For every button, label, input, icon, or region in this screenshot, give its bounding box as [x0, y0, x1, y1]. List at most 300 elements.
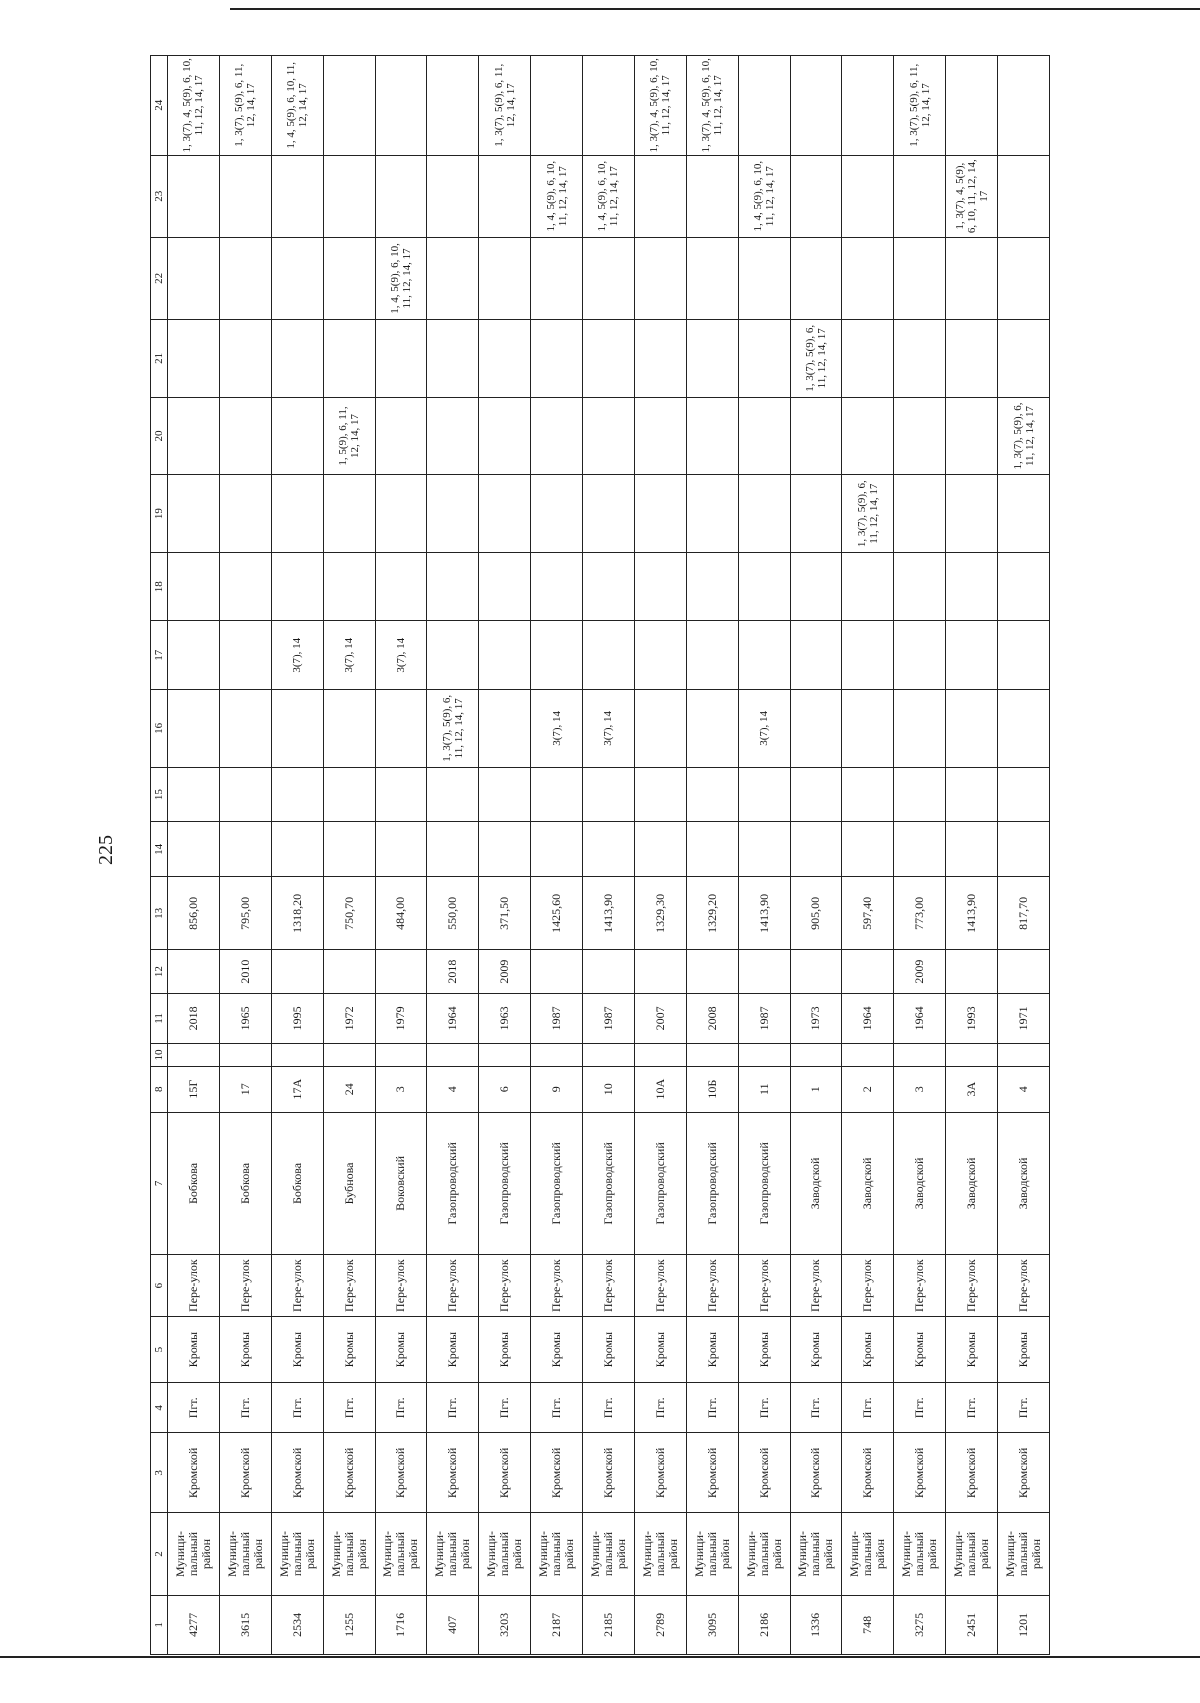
table-cell: 1, 3(7), 4, 5(9), 6, 10, 11, 12, 14, 17 [686, 56, 738, 156]
table-cell [790, 397, 842, 475]
top-rule [230, 8, 1200, 10]
table-cell [479, 552, 531, 621]
table-cell [479, 690, 531, 768]
table-cell: 1716 [375, 1595, 427, 1654]
table-cell [946, 475, 998, 553]
table-cell [479, 475, 531, 553]
table-cell: 1, 3(7), 5(9), 6, 11, 12, 14, 17 [427, 690, 479, 768]
column-header: 6 [151, 1255, 168, 1317]
table-cell [998, 155, 1050, 237]
table-cell: Пгт. [790, 1383, 842, 1433]
table-cell: 3(7), 14 [323, 621, 375, 690]
table-cell: Кромской [323, 1433, 375, 1513]
table-cell [634, 767, 686, 822]
register-table [150, 55, 1050, 1655]
table-cell: Муници-пальный район [738, 1513, 790, 1595]
table-cell: 2009 [479, 950, 531, 993]
table-cell: Муници-пальный район [427, 1513, 479, 1595]
table-cell: Муници-пальный район [790, 1513, 842, 1595]
table-cell [375, 767, 427, 822]
table-cell: 3275 [894, 1595, 946, 1654]
table-cell [479, 397, 531, 475]
table-cell [842, 237, 894, 319]
table-cell [842, 767, 894, 822]
table-cell [375, 690, 427, 768]
table-cell: Кромы [738, 1316, 790, 1382]
table-cell: 1, 3(7), 5(9), 6, 11, 12, 14, 17 [790, 320, 842, 398]
table-cell: Пере-улок [946, 1255, 998, 1317]
table-cell [219, 1044, 271, 1067]
table-cell [479, 320, 531, 398]
table-cell: Муници-пальный район [634, 1513, 686, 1595]
table-cell: Муници-пальный район [998, 1513, 1050, 1595]
table-row [375, 56, 427, 1655]
table-cell [271, 767, 323, 822]
table-cell: 1, 3(7), 4, 5(9), 6, 10, 11, 12, 14, 17 [634, 56, 686, 156]
table-cell [738, 1044, 790, 1067]
table-cell: Кромы [894, 1316, 946, 1382]
table-cell: 2007 [634, 993, 686, 1043]
table-row [168, 56, 220, 1655]
table-cell: 3(7), 14 [583, 690, 635, 768]
table-cell: Бобкова [219, 1112, 271, 1255]
table-cell: 1, 4, 5(9), 6, 10, 11, 12, 14, 17 [738, 155, 790, 237]
table-cell: Кромской [842, 1433, 894, 1513]
table-cell [946, 237, 998, 319]
table-cell: 748 [842, 1595, 894, 1654]
table-cell: 1965 [219, 993, 271, 1043]
table-cell [323, 822, 375, 877]
column-header: 7 [151, 1112, 168, 1255]
table-cell [583, 621, 635, 690]
table-cell [998, 950, 1050, 993]
table-cell: Пгт. [531, 1383, 583, 1433]
table-cell: 856,00 [168, 877, 220, 950]
table-cell [427, 621, 479, 690]
table-cell [894, 1044, 946, 1067]
table-cell: Газопроводский [479, 1112, 531, 1255]
table-cell [583, 397, 635, 475]
table-cell: Муници-пальный район [375, 1513, 427, 1595]
table-cell: 10А [634, 1066, 686, 1112]
table-cell: 10 [583, 1066, 635, 1112]
table-row [842, 56, 894, 1655]
page-number: 225 [95, 835, 117, 865]
table-cell: 550,00 [427, 877, 479, 950]
table-cell: 11 [738, 1066, 790, 1112]
table-cell: 3(7), 14 [271, 621, 323, 690]
table-cell [946, 950, 998, 993]
table-cell: Пере-улок [894, 1255, 946, 1317]
table-cell [168, 552, 220, 621]
table-cell: 1413,90 [738, 877, 790, 950]
table-cell: 15Г [168, 1066, 220, 1112]
table-cell: Пере-улок [219, 1255, 271, 1317]
table-cell [168, 950, 220, 993]
table-cell: 1, 3(7), 4, 5(9), 6, 10, 11, 12, 14, 17 [946, 155, 998, 237]
table-cell: 1413,90 [946, 877, 998, 950]
table-cell: Кромы [790, 1316, 842, 1382]
table-cell [583, 552, 635, 621]
table-cell [271, 397, 323, 475]
column-header: 1 [151, 1595, 168, 1654]
table-cell: Пере-улок [375, 1255, 427, 1317]
table-cell: Пгт. [583, 1383, 635, 1433]
table-cell [842, 950, 894, 993]
table-cell [531, 950, 583, 993]
table-cell [634, 690, 686, 768]
table-cell [271, 1044, 323, 1067]
table-cell [168, 475, 220, 553]
table-cell [894, 552, 946, 621]
table-cell: Газопроводский [583, 1112, 635, 1255]
table-cell [531, 237, 583, 319]
table-cell: Пгт. [168, 1383, 220, 1433]
table-cell: 2451 [946, 1595, 998, 1654]
table-cell: Пгт. [686, 1383, 738, 1433]
table-cell: Газопроводский [531, 1112, 583, 1255]
table-cell: 1987 [738, 993, 790, 1043]
table-cell [427, 1044, 479, 1067]
table-cell: Воковский [375, 1112, 427, 1255]
column-header: 21 [151, 320, 168, 398]
table-cell: Кромской [998, 1433, 1050, 1513]
table-cell: Пгт. [738, 1383, 790, 1433]
table-cell: 1 [790, 1066, 842, 1112]
table-cell [894, 822, 946, 877]
table-cell [427, 767, 479, 822]
table-body [168, 56, 1050, 1655]
table-cell: 1964 [842, 993, 894, 1043]
table-cell: Пере-улок [583, 1255, 635, 1317]
table-cell [686, 397, 738, 475]
table-cell [842, 56, 894, 156]
table-cell [427, 822, 479, 877]
table-cell [531, 621, 583, 690]
table-cell [738, 320, 790, 398]
table-cell: 3(7), 14 [738, 690, 790, 768]
table-cell: Бубнова [323, 1112, 375, 1255]
table-row [894, 56, 946, 1655]
table-cell [946, 552, 998, 621]
table-cell: Кромской [634, 1433, 686, 1513]
table-cell: 1329,20 [686, 877, 738, 950]
table-cell: Пере-улок [531, 1255, 583, 1317]
table-cell [271, 552, 323, 621]
table-cell: Пере-улок [271, 1255, 323, 1317]
table-cell: 795,00 [219, 877, 271, 950]
table-cell [686, 767, 738, 822]
table-cell: Кромской [219, 1433, 271, 1513]
column-header: 23 [151, 155, 168, 237]
table-cell [738, 475, 790, 553]
table-cell: Муници-пальный район [168, 1513, 220, 1595]
table-cell [219, 155, 271, 237]
table-cell [686, 950, 738, 993]
table-cell: Пере-улок [479, 1255, 531, 1317]
table-cell [790, 621, 842, 690]
table-cell: Кромской [946, 1433, 998, 1513]
table-cell [842, 621, 894, 690]
table-cell: Кромы [583, 1316, 635, 1382]
table-cell: Кромской [686, 1433, 738, 1513]
table-cell: Пере-улок [738, 1255, 790, 1317]
table-cell: 3 [894, 1066, 946, 1112]
table-cell [583, 1044, 635, 1067]
table-cell [323, 767, 375, 822]
table-row [946, 56, 998, 1655]
table-cell: 750,70 [323, 877, 375, 950]
table-cell [686, 552, 738, 621]
table-row [583, 56, 635, 1655]
table-cell [998, 320, 1050, 398]
table-cell [168, 767, 220, 822]
table-cell [998, 1044, 1050, 1067]
table-cell: 1987 [583, 993, 635, 1043]
table-cell [479, 621, 531, 690]
table-cell: Муници-пальный район [842, 1513, 894, 1595]
table-cell: 1336 [790, 1595, 842, 1654]
table-cell [583, 320, 635, 398]
table-cell: 2185 [583, 1595, 635, 1654]
table-cell: 905,00 [790, 877, 842, 950]
table-cell [531, 822, 583, 877]
register-table-wrapper [150, 55, 1050, 1655]
table-cell [790, 950, 842, 993]
table-cell [375, 1044, 427, 1067]
table-cell: 6 [479, 1066, 531, 1112]
column-header: 17 [151, 621, 168, 690]
table-cell: Пгт. [946, 1383, 998, 1433]
table-cell: 10Б [686, 1066, 738, 1112]
table-cell: 773,00 [894, 877, 946, 950]
table-cell: 1, 4, 5(9), 6, 10, 11, 12, 14, 17 [271, 56, 323, 156]
column-header: 4 [151, 1383, 168, 1433]
table-cell: 1964 [427, 993, 479, 1043]
table-cell [219, 767, 271, 822]
table-cell [323, 155, 375, 237]
table-cell: 1987 [531, 993, 583, 1043]
table-cell: 407 [427, 1595, 479, 1654]
table-cell [946, 690, 998, 768]
table-cell [634, 155, 686, 237]
table-cell [375, 950, 427, 993]
table-cell: Пере-улок [790, 1255, 842, 1317]
table-row [634, 56, 686, 1655]
table-cell [738, 822, 790, 877]
table-cell [946, 621, 998, 690]
table-cell [842, 155, 894, 237]
table-cell [894, 690, 946, 768]
table-cell: 2008 [686, 993, 738, 1043]
table-cell [998, 56, 1050, 156]
table-cell: 2018 [168, 993, 220, 1043]
register-table-rotated [150, 55, 1050, 1655]
table-cell [271, 237, 323, 319]
column-header: 3 [151, 1433, 168, 1513]
table-cell [894, 767, 946, 822]
table-cell [271, 822, 323, 877]
table-cell: 2187 [531, 1595, 583, 1654]
table-cell [998, 822, 1050, 877]
table-cell: Бобкова [271, 1112, 323, 1255]
table-cell [583, 767, 635, 822]
table-cell: Кромской [375, 1433, 427, 1513]
table-cell: 17 [219, 1066, 271, 1112]
table-cell [790, 690, 842, 768]
table-cell: Кромы [946, 1316, 998, 1382]
table-cell [842, 690, 894, 768]
table-cell [686, 1044, 738, 1067]
table-cell: Заводской [842, 1112, 894, 1255]
table-cell: 2534 [271, 1595, 323, 1654]
table-cell: Кромской [738, 1433, 790, 1513]
table-cell: 1, 3(7), 5(9), 6, 11, 12, 14, 17 [842, 475, 894, 553]
table-cell [219, 690, 271, 768]
table-cell: 3 [375, 1066, 427, 1112]
table-cell [634, 1044, 686, 1067]
table-cell: 3(7), 14 [531, 690, 583, 768]
table-cell: Кромы [219, 1316, 271, 1382]
table-cell: 1329,30 [634, 877, 686, 950]
table-cell: 1425,60 [531, 877, 583, 950]
table-cell [271, 320, 323, 398]
table-cell [168, 822, 220, 877]
table-cell [790, 767, 842, 822]
table-cell [168, 320, 220, 398]
table-cell [790, 237, 842, 319]
table-cell [686, 155, 738, 237]
table-cell [271, 950, 323, 993]
table-cell: Кромской [583, 1433, 635, 1513]
table-cell [790, 822, 842, 877]
table-cell: 1255 [323, 1595, 375, 1654]
table-cell: Кромы [323, 1316, 375, 1382]
table-cell [634, 237, 686, 319]
table-cell [634, 621, 686, 690]
table-cell: Пере-улок [842, 1255, 894, 1317]
table-cell: 2018 [427, 950, 479, 993]
table-row [219, 56, 271, 1655]
table-cell: Пере-улок [427, 1255, 479, 1317]
table-cell [323, 475, 375, 553]
table-cell [219, 320, 271, 398]
bottom-rule [0, 1656, 1200, 1658]
table-cell [531, 1044, 583, 1067]
table-cell [427, 475, 479, 553]
table-row [998, 56, 1050, 1655]
table-cell [738, 237, 790, 319]
table-cell [479, 155, 531, 237]
table-cell: Кромы [479, 1316, 531, 1382]
table-cell [375, 155, 427, 237]
table-row [790, 56, 842, 1655]
table-cell [634, 475, 686, 553]
table-cell [790, 1044, 842, 1067]
table-cell: Муници-пальный район [219, 1513, 271, 1595]
table-cell [583, 475, 635, 553]
table-cell: Муници-пальный район [531, 1513, 583, 1595]
table-cell: 24 [323, 1066, 375, 1112]
column-header: 5 [151, 1316, 168, 1382]
table-cell: Кромы [427, 1316, 479, 1382]
column-header: 10 [151, 1044, 168, 1067]
table-cell: Пгт. [427, 1383, 479, 1433]
table-cell [894, 237, 946, 319]
table-cell: Муници-пальный район [686, 1513, 738, 1595]
table-cell [168, 621, 220, 690]
table-cell [583, 237, 635, 319]
table-cell: Пгт. [894, 1383, 946, 1433]
table-cell: Муници-пальный район [946, 1513, 998, 1595]
column-header: 22 [151, 237, 168, 319]
column-header: 2 [151, 1513, 168, 1595]
table-cell: 1995 [271, 993, 323, 1043]
table-cell: Кромы [168, 1316, 220, 1382]
table-cell: Пгт. [323, 1383, 375, 1433]
table-cell [634, 822, 686, 877]
table-cell: Газопроводский [634, 1112, 686, 1255]
table-cell: 3203 [479, 1595, 531, 1654]
table-cell [531, 475, 583, 553]
table-cell: Пере-улок [634, 1255, 686, 1317]
column-header: 8 [151, 1066, 168, 1112]
table-cell [894, 397, 946, 475]
table-cell [219, 552, 271, 621]
column-header: 20 [151, 397, 168, 475]
table-cell: Пгт. [271, 1383, 323, 1433]
column-header: 11 [151, 993, 168, 1043]
table-row [686, 56, 738, 1655]
table-cell: 17А [271, 1066, 323, 1112]
table-cell: Кромской [427, 1433, 479, 1513]
table-cell: 1979 [375, 993, 427, 1043]
table-cell: Кромской [894, 1433, 946, 1513]
table-cell [219, 237, 271, 319]
column-header: 15 [151, 767, 168, 822]
table-cell: 4277 [168, 1595, 220, 1654]
table-cell: 2186 [738, 1595, 790, 1654]
table-cell [427, 552, 479, 621]
table-cell [219, 475, 271, 553]
table-cell [219, 822, 271, 877]
table-cell [634, 552, 686, 621]
table-cell [738, 56, 790, 156]
table-cell: Заводской [790, 1112, 842, 1255]
column-header: 18 [151, 552, 168, 621]
table-cell [998, 552, 1050, 621]
table-cell: 1, 4, 5(9), 6, 10, 11, 12, 14, 17 [583, 155, 635, 237]
table-cell [583, 950, 635, 993]
table-cell: Муници-пальный район [894, 1513, 946, 1595]
table-cell: Газопроводский [686, 1112, 738, 1255]
table-cell: 3(7), 14 [375, 621, 427, 690]
table-cell [271, 155, 323, 237]
table-cell [583, 56, 635, 156]
table-cell: Пгт. [479, 1383, 531, 1433]
table-cell: Кромской [479, 1433, 531, 1513]
table-cell: 3095 [686, 1595, 738, 1654]
table-cell [168, 155, 220, 237]
table-cell: Бобкова [168, 1112, 220, 1255]
table-cell [271, 475, 323, 553]
column-number-row [151, 56, 168, 1655]
table-cell: Кромы [271, 1316, 323, 1382]
table-cell [375, 56, 427, 156]
table-cell: 4 [427, 1066, 479, 1112]
table-cell [323, 237, 375, 319]
table-cell: Кромской [531, 1433, 583, 1513]
